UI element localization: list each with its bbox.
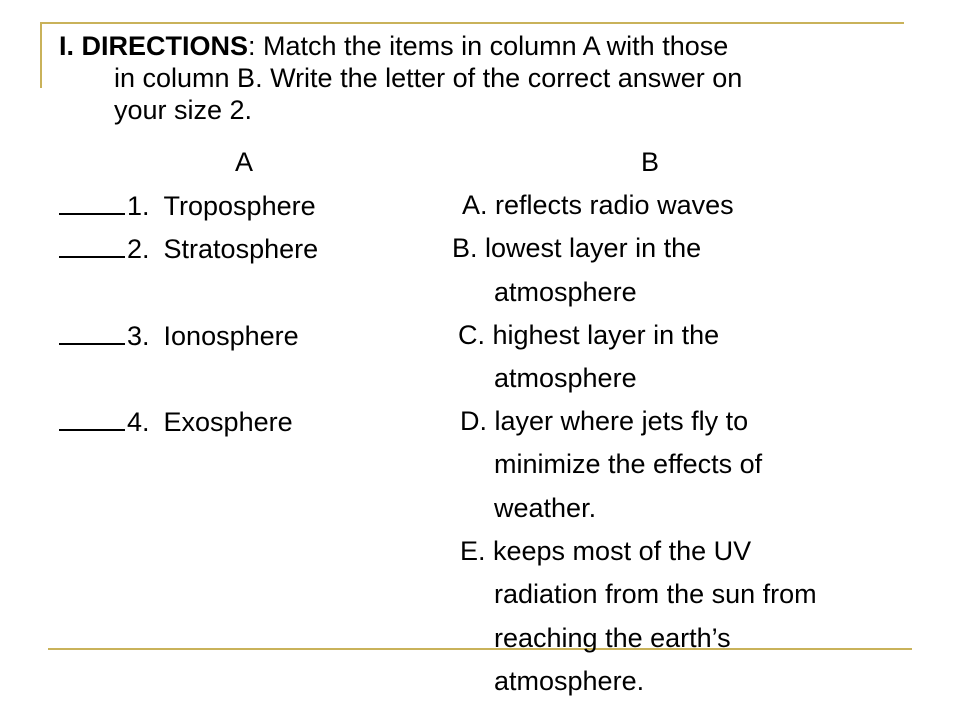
directions-heading: I. DIRECTIONS	[59, 31, 249, 61]
answer-blank-4[interactable]	[59, 405, 125, 431]
item-term: Ionosphere	[163, 321, 299, 351]
column-b-header: B	[641, 147, 660, 177]
column-b-item-d-cont-1: minimize the effects of	[494, 449, 763, 479]
column-b-item-e: E. keeps most of the UV	[460, 536, 752, 566]
answer-blank-1[interactable]	[59, 189, 125, 215]
column-b-item-b-cont: atmosphere	[494, 277, 637, 307]
column-b-item-a: A. reflects radio waves	[462, 190, 734, 220]
left-decorative-rule	[40, 22, 42, 88]
column-b-item-e-cont-2: reaching the earth’s	[494, 623, 731, 653]
column-b-item-c-cont: atmosphere	[494, 363, 637, 393]
column-a-item-2	[59, 232, 318, 265]
answer-blank-3[interactable]	[59, 319, 125, 345]
column-a-item-1	[59, 189, 316, 222]
column-a-item-4	[59, 405, 293, 438]
bottom-decorative-rule	[48, 648, 912, 650]
item-term: Stratosphere	[163, 234, 319, 264]
item-number: 3.	[127, 321, 150, 351]
item-term: Troposphere	[163, 191, 316, 221]
item-number: 2.	[127, 234, 150, 264]
column-b-item-b: B. lowest layer in the	[452, 233, 702, 263]
item-number: 4.	[127, 407, 150, 437]
column-b-item-d-cont-2: weather.	[494, 493, 597, 523]
directions-line-2: in column B. Write the letter of the correct answer on	[114, 63, 743, 93]
directions-line-3: your size 2.	[114, 95, 253, 125]
directions-paragraph	[59, 30, 899, 126]
directions-text-1: : Match the items in column A with those	[248, 31, 729, 61]
column-a-item-3	[59, 319, 299, 352]
column-b-item-e-cont-1: radiation from the sun from	[494, 579, 817, 609]
column-b-item-d: D. layer where jets fly to	[460, 406, 749, 436]
column-b-item-e-cont-3: atmosphere.	[494, 666, 645, 696]
item-number: 1.	[127, 191, 150, 221]
answer-blank-2[interactable]	[59, 232, 125, 258]
directions-line-1	[59, 30, 899, 62]
column-b-item-c: C. highest layer in the	[458, 320, 720, 350]
column-a-header: A	[235, 147, 254, 177]
top-decorative-rule	[40, 22, 904, 24]
item-term: Exosphere	[163, 407, 293, 437]
